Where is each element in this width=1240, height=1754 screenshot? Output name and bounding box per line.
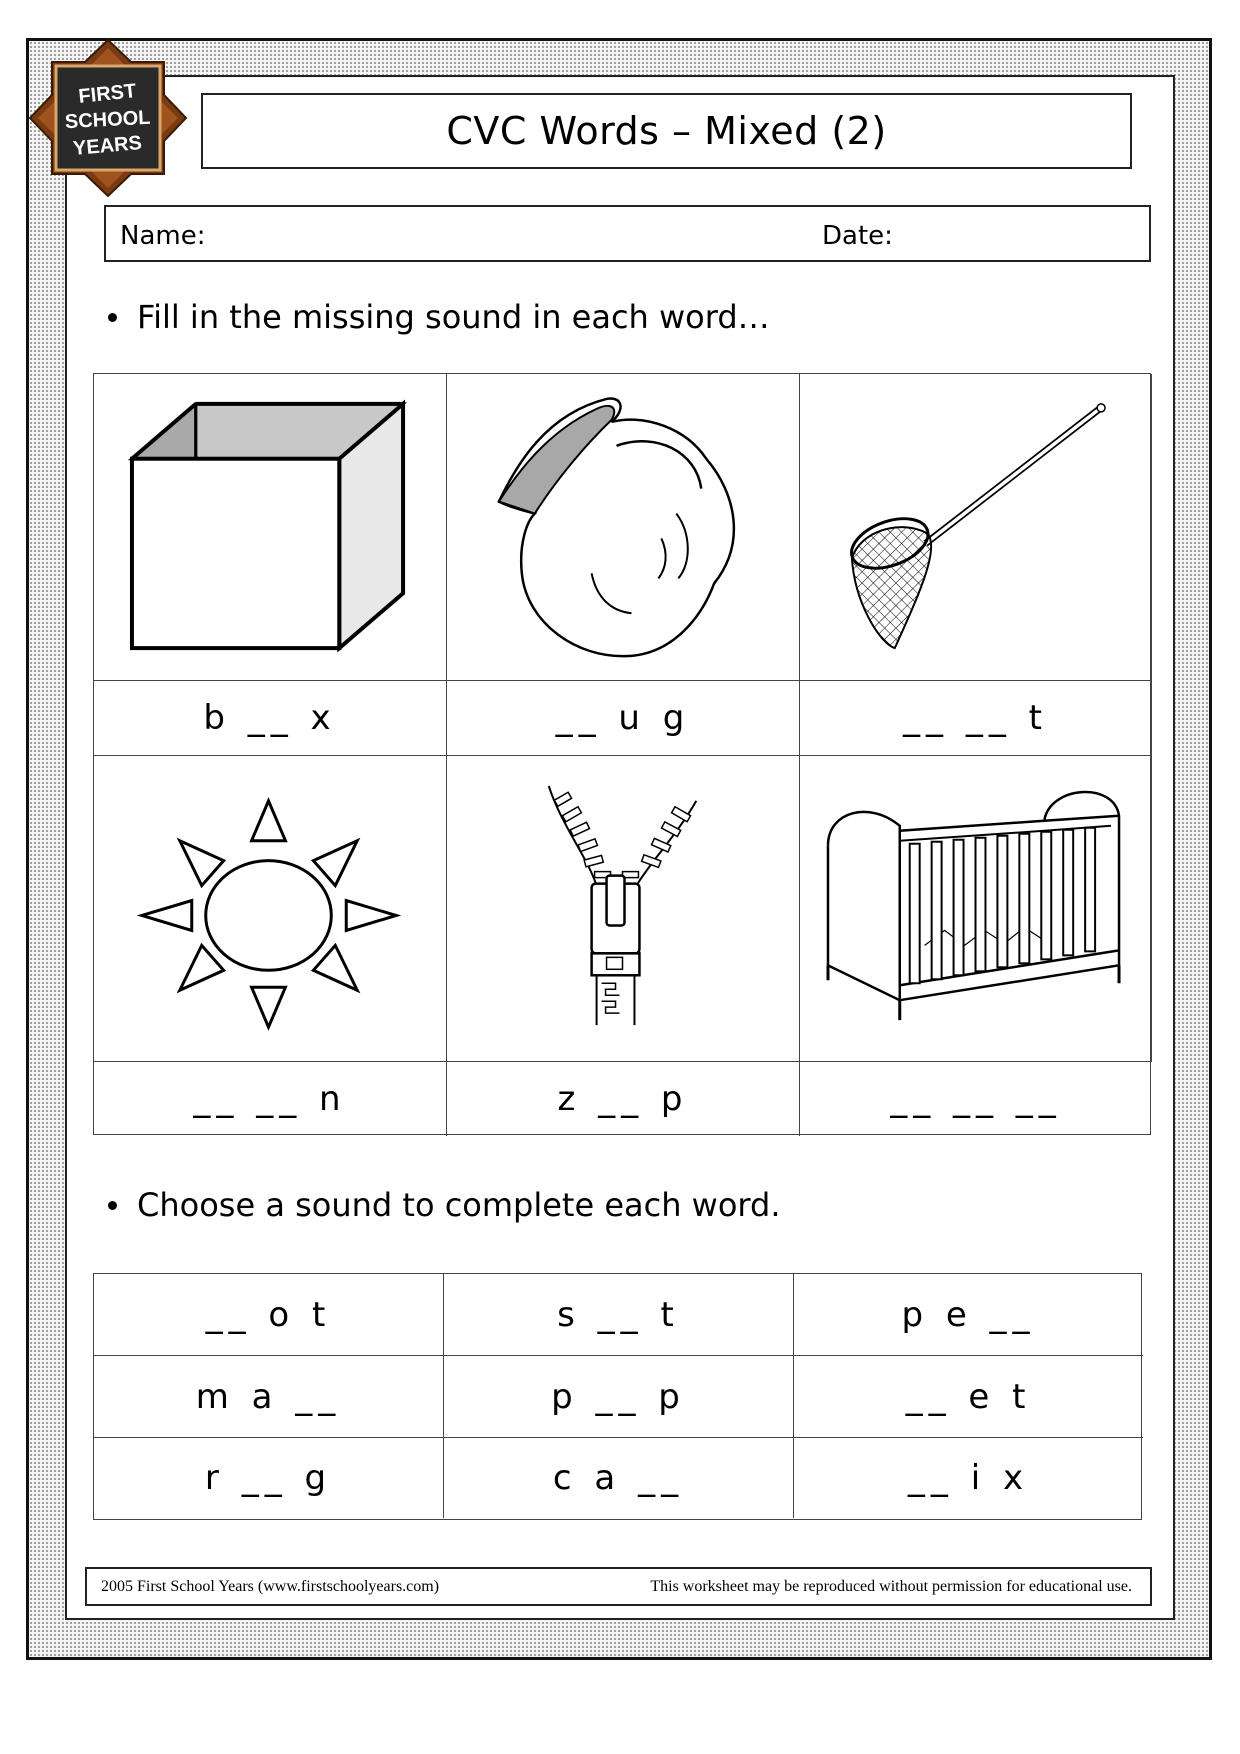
word-prompt: r __ g (204, 1458, 333, 1498)
word-cell-5 (447, 1062, 800, 1136)
cot-icon (800, 756, 1151, 1061)
word-prompt: c a __ (552, 1458, 685, 1498)
word-prompt: __ o t (205, 1294, 332, 1335)
picture-cell-sun (94, 756, 447, 1062)
word-prompt: z __ p (557, 1079, 689, 1119)
picture-grid (93, 373, 1151, 1135)
page-title: CVC Words – Mixed (2) (446, 109, 887, 153)
date-label: Date: (822, 221, 893, 251)
word-prompt: p __ p (551, 1376, 686, 1417)
word-cell-1 (94, 681, 447, 756)
zip-icon (447, 756, 799, 1061)
word-grid-cell (94, 1356, 444, 1438)
footer-permission: This worksheet may be reproduced without permission for educational use. (650, 1578, 1132, 1595)
picture-cell-box (94, 374, 447, 681)
word-cell-3 (800, 681, 1152, 756)
logo-line-1: FIRST (77, 80, 138, 108)
first-school-years-logo (28, 38, 188, 198)
picture-cell-cot (800, 756, 1152, 1062)
word-grid-cell (444, 1274, 794, 1356)
word-cell-2 (447, 681, 800, 756)
word-prompt: p e __ (901, 1294, 1036, 1335)
instruction-2 (104, 1186, 781, 1224)
word-prompt: __ __ __ (890, 1079, 1062, 1119)
word-grid-cell (794, 1356, 1143, 1438)
word-prompt: __ __ t (903, 698, 1048, 738)
name-label: Name: (120, 221, 206, 251)
word-grid-cell (444, 1438, 794, 1518)
word-grid-cell (794, 1438, 1143, 1518)
box-icon (94, 374, 446, 680)
instruction-1-text: Fill in the missing sound in each word… (137, 298, 770, 336)
sun-icon (94, 756, 446, 1061)
word-grid-cell (444, 1356, 794, 1438)
word-prompt: __ u g (555, 698, 691, 738)
net-icon (800, 374, 1151, 680)
bullet-icon (108, 313, 117, 322)
name-date-box[interactable] (104, 205, 1151, 262)
word-prompt: b __ x (203, 698, 337, 738)
instruction-2-text: Choose a sound to complete each word. (137, 1186, 781, 1224)
word-prompt: __ __ n (193, 1079, 347, 1119)
footer-copyright: 2005 First School Years (www.firstschoolyears.com) (101, 1578, 440, 1595)
title-box (201, 93, 1132, 169)
word-grid-cell (794, 1274, 1143, 1356)
bullet-icon (108, 1201, 117, 1210)
word-cell-6 (800, 1062, 1152, 1136)
word-grid (93, 1273, 1142, 1520)
word-prompt: __ i x (907, 1458, 1030, 1498)
word-grid-cell (94, 1438, 444, 1518)
picture-cell-zip (447, 756, 800, 1062)
word-cell-4 (94, 1062, 447, 1136)
word-prompt: s __ t (557, 1294, 680, 1335)
logo-line-3: YEARS (72, 132, 143, 160)
instruction-1 (104, 298, 770, 336)
word-prompt: m a __ (195, 1376, 342, 1417)
word-prompt: __ e t (905, 1376, 1032, 1417)
jug-icon (447, 374, 799, 680)
word-grid-cell (94, 1274, 444, 1356)
logo-line-2: SCHOOL (64, 106, 151, 134)
picture-cell-jug (447, 374, 800, 681)
footer (85, 1567, 1152, 1606)
picture-cell-net (800, 374, 1152, 681)
